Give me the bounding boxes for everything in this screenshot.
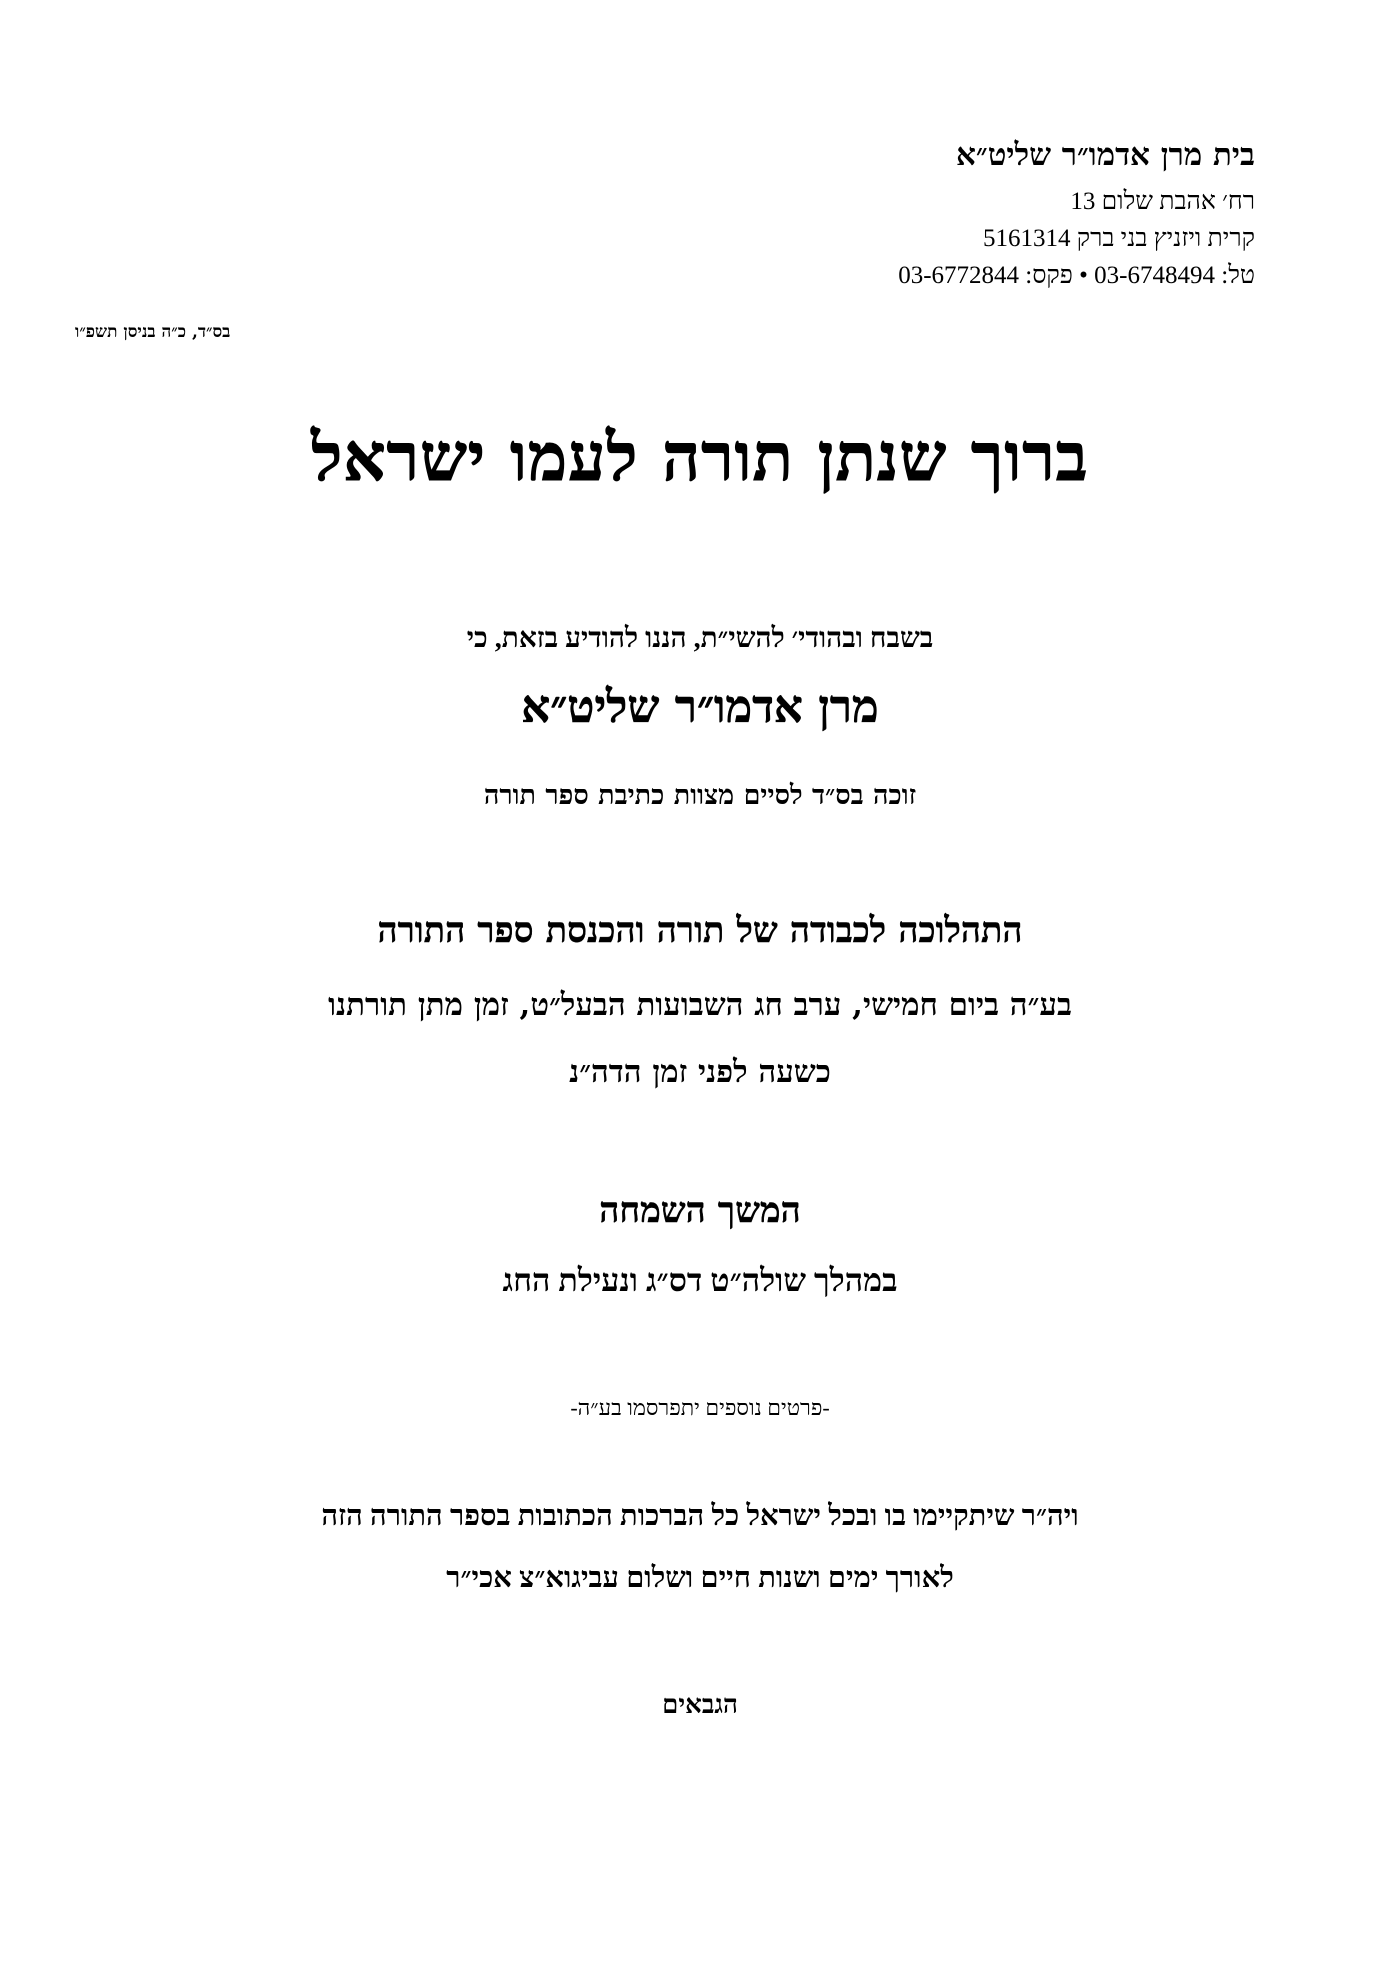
letterhead-name: בית מרן אדמו״ר שליט״א [956, 137, 1255, 173]
document-date: בס״ד, כ״ה בניסן תשפ״ו [75, 322, 231, 342]
announcement-intro: בשבח ובהודי׳ להשי״ת, הננו להודיע בזאת, כי [466, 623, 934, 654]
rebbe-title: מרן אדמו״ר שליט״א [521, 680, 879, 733]
blessing-line-2: לאורך ימים ושנות חיים ושלום עביגוא״צ אכי״ר [446, 1562, 954, 1594]
procession-time: בע״ה ביום חמישי, ערב חג השבועות הבעל״ט, זמן מתן תורתנו [328, 987, 1072, 1023]
blessing-line-1: ויה״ר שיתקיימו בו ובכל ישראל כל הברכות הכתובות בספר התורה הזה [321, 1500, 1079, 1532]
continuation-title: המשך השמחה [599, 1190, 801, 1231]
letterhead-street: רח׳ אהבת שלום 13 [1070, 188, 1255, 215]
details-note: -פרטים נוספים יתפרסמו בע״ה- [570, 1395, 830, 1420]
procession-title: התהלוכה לכבודה של תורה והכנסת ספר התורה [377, 910, 1023, 951]
headline: ברוך שנתן תורה לעמו ישראל [311, 418, 1089, 496]
continuation-text: במהלך שולה״ט דס״ג ונעילת החג [502, 1262, 898, 1298]
announcement-merit: זוכה בס״ד לסיים מצוות כתיבת ספר תורה [483, 780, 917, 811]
letterhead [735, 137, 1255, 300]
signature: הגבאים [662, 1690, 738, 1720]
letterhead-phones: טל: 03-6748494 • פקס: 03-6772844 [898, 262, 1255, 289]
procession-hour: כשעה לפני זמן הדה״נ [569, 1054, 831, 1090]
letterhead-city: קרית ויזניץ בני ברק 5161314 [982, 225, 1255, 252]
